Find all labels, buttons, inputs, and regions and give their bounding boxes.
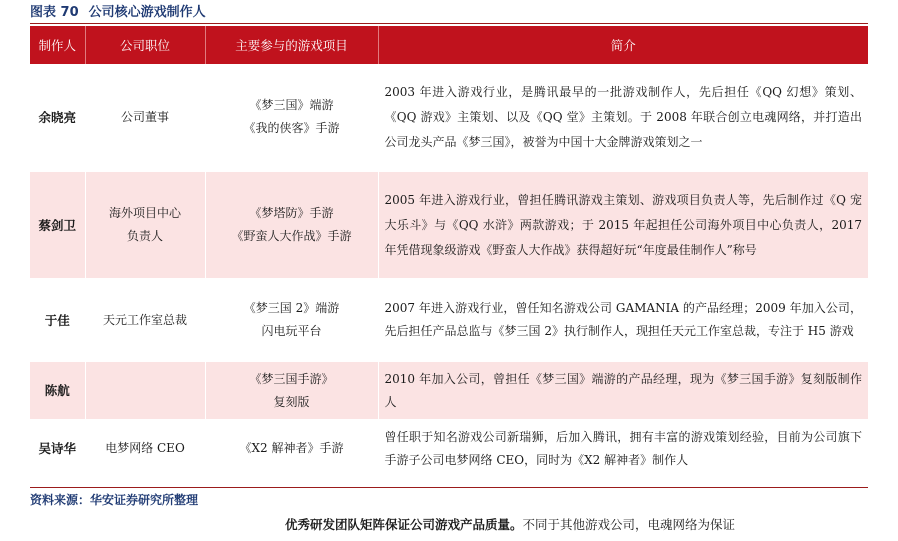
header-producer: 制作人: [30, 26, 85, 64]
header-position: 公司职位: [85, 26, 205, 64]
table-row: [30, 64, 868, 171]
table-row: [30, 361, 868, 420]
producer-position: 公司董事: [85, 64, 205, 171]
producer-name: 陈航: [30, 361, 85, 420]
producer-position: [85, 361, 205, 420]
producer-games: 《X2 解神者》手游: [205, 420, 378, 477]
header-games: 主要参与的游戏项目: [205, 26, 378, 64]
producer-name: 于佳: [30, 279, 85, 361]
producer-intro: 曾任职于知名游戏公司新瑞狮，后加入腾讯，拥有丰富的游戏策划经验，目前为公司旗下手游子公司电梦网络 CEO，同时为《X2 解神者》制作人: [378, 420, 868, 477]
body-lead: 优秀研发团队矩阵保证公司游戏产品质量。: [285, 517, 523, 532]
producer-name: 吴诗华: [30, 420, 85, 477]
producer-games: 《梦三国 2》端游 闪电玩平台: [205, 279, 378, 361]
body-rest: 不同于其他游戏公司，电魂网络为保证: [522, 517, 736, 532]
producer-name: 蔡剑卫: [30, 171, 85, 279]
producer-games: 《梦三国》端游 《我的侠客》手游: [205, 64, 378, 171]
table-row: [30, 279, 868, 361]
producer-position: 天元工作室总裁: [85, 279, 205, 361]
source-rule: [30, 487, 868, 488]
producer-position: 电梦网络 CEO: [85, 420, 205, 477]
producer-games: 《梦塔防》手游 《野蛮人大作战》手游: [205, 171, 378, 279]
source-note: 资料来源：华安证券研究所整理: [30, 493, 199, 507]
producer-position: 海外项目中心 负责人: [85, 171, 205, 279]
header-intro: 简介: [378, 26, 868, 64]
table-header-row: [30, 26, 868, 64]
producer-intro: 2003 年进入游戏行业，是腾讯最早的一批游戏制作人，先后担任《QQ 幻想》策划、《QQ 游戏》主策划、以及《QQ 堂》主策划。于 2008 年联合创立电魂网络，并打造出公司龙头产品《梦三国》，被誉为中国十大金牌游戏策划之一: [378, 64, 868, 171]
table-row: [30, 420, 868, 477]
table-row: [30, 171, 868, 279]
producer-table: [30, 26, 868, 478]
figure-label: 图表 70: [30, 5, 79, 20]
producer-games: 《梦三国手游》 复刻版: [205, 361, 378, 420]
body-paragraph: [285, 514, 735, 536]
producer-intro: 2005 年进入游戏行业，曾担任腾讯游戏主策划、游戏项目负责人等，先后制作过《Q 宠大乐斗》与《QQ 水浒》两款游戏；于 2015 年起担任公司海外项目中心负责人，2017 年凭借现象级游戏《野蛮人大作战》获得超好玩“年度最佳制作人”称号: [378, 171, 868, 279]
caption-rule: [30, 23, 868, 24]
producer-name: 余晓亮: [30, 64, 85, 171]
producer-intro: 2010 年加入公司，曾担任《梦三国》端游的产品经理，现为《梦三国手游》复刻版制作人: [378, 361, 868, 420]
producer-intro: 2007 年进入游戏行业，曾任知名游戏公司 GAMANIA 的产品经理；2009 年加入公司，先后担任产品总监与《梦三国 2》执行制作人，现担任天元工作室总裁，专注于 H5 游戏: [378, 279, 868, 361]
figure-title: 公司核心游戏制作人: [88, 5, 206, 20]
figure-caption: [30, 3, 206, 23]
